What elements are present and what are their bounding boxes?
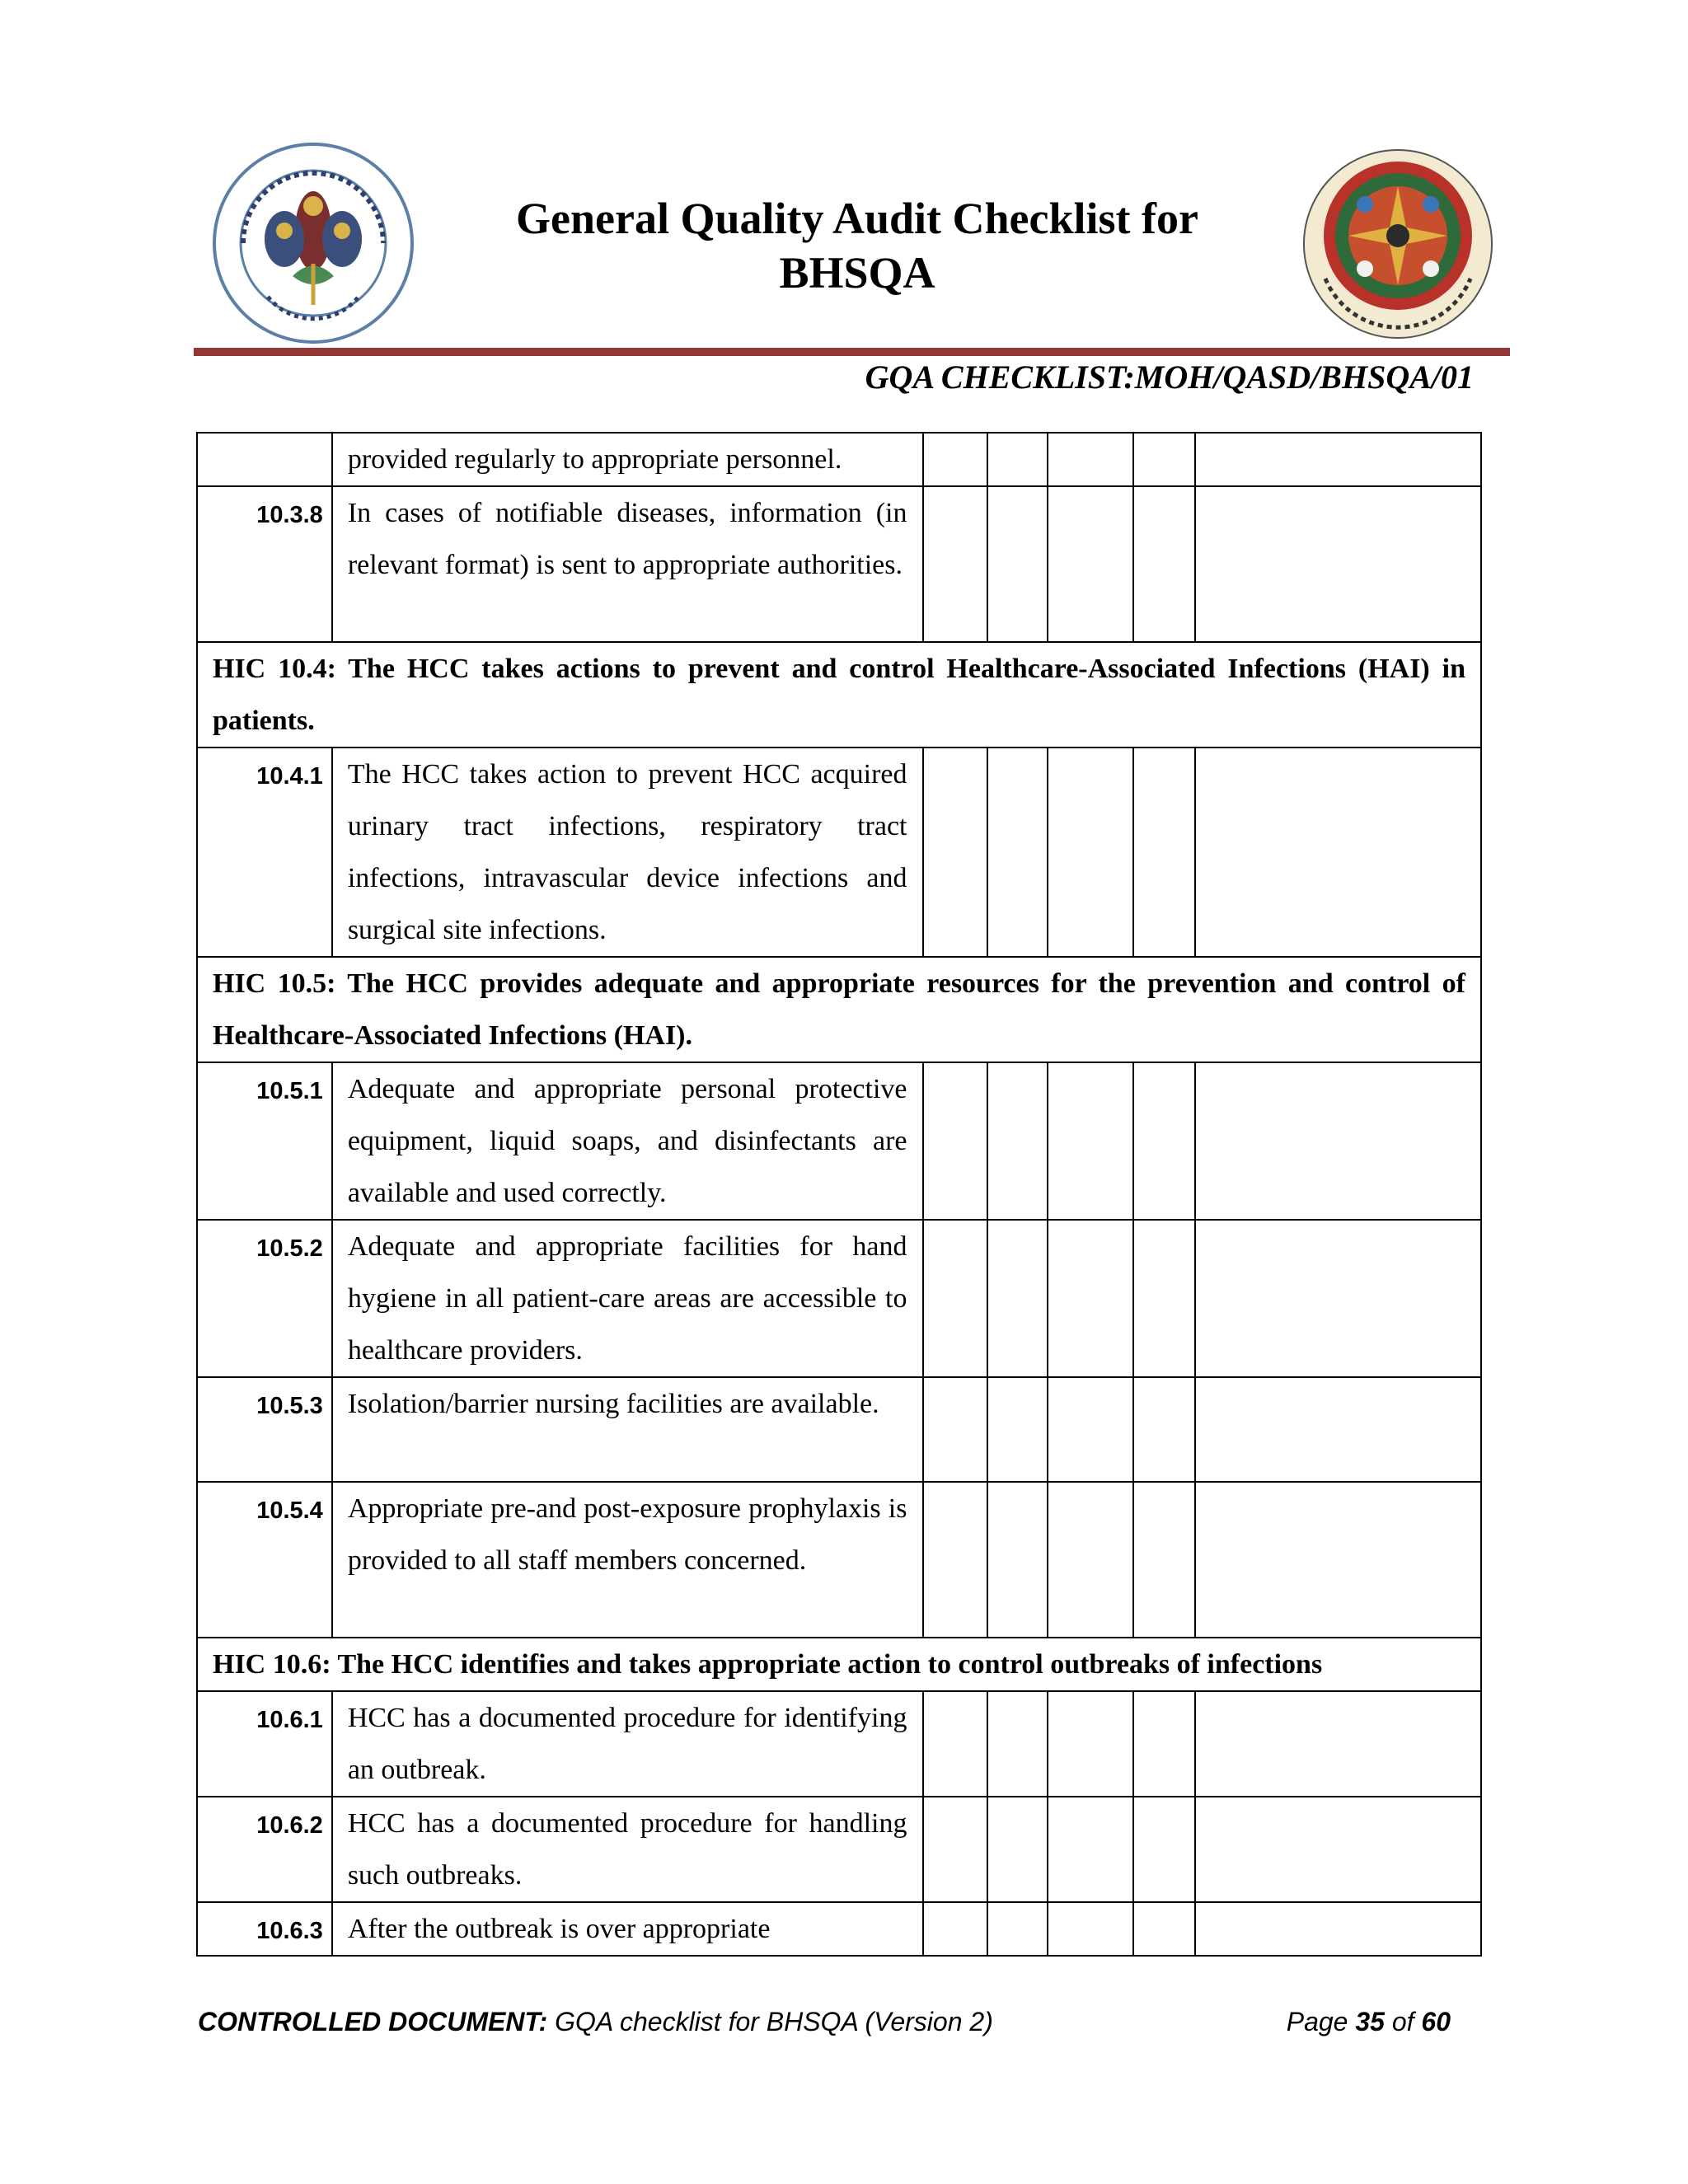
checklist-table — [196, 432, 1482, 1957]
footer-label: CONTROLLED DOCUMENT: — [198, 2007, 548, 2036]
footer-doc-name: GQA checklist for BHSQA (Version 2) — [547, 2007, 993, 2036]
section-header-text: HIC 10.4: The HCC takes actions to prevent and control Healthcare-Associated Infections (HAI) in patients. — [197, 642, 1481, 748]
section-header-row — [197, 957, 1481, 1062]
check-cell-2[interactable] — [987, 748, 1048, 957]
check-cell-4[interactable] — [1133, 1691, 1195, 1797]
check-cell-2[interactable] — [987, 1797, 1048, 1902]
check-cell-3[interactable] — [1048, 1482, 1133, 1638]
document-title — [429, 191, 1286, 300]
checklist-item-row — [197, 1482, 1481, 1638]
remarks-cell[interactable] — [1195, 1482, 1481, 1638]
item-number — [197, 433, 332, 486]
national-emblem-logo — [1301, 147, 1495, 341]
remarks-cell[interactable] — [1195, 433, 1481, 486]
check-cell-2[interactable] — [987, 1482, 1048, 1638]
check-cell-3[interactable] — [1048, 1062, 1133, 1220]
check-cell-2[interactable] — [987, 1220, 1048, 1377]
check-cell-1[interactable] — [923, 1220, 987, 1377]
check-cell-4[interactable] — [1133, 1482, 1195, 1638]
check-cell-2[interactable] — [987, 433, 1048, 486]
check-cell-1[interactable] — [923, 1062, 987, 1220]
check-cell-2[interactable] — [987, 486, 1048, 642]
item-number: 10.6.3 — [197, 1902, 332, 1956]
item-number: 10.5.2 — [197, 1220, 332, 1377]
checklist-item-row — [197, 486, 1481, 642]
check-cell-1[interactable] — [923, 433, 987, 486]
check-cell-4[interactable] — [1133, 1220, 1195, 1377]
item-text: In cases of notifiable diseases, information (in relevant format) is sent to appropriate authorities. — [332, 486, 923, 642]
check-cell-3[interactable] — [1048, 433, 1133, 486]
check-cell-4[interactable] — [1133, 1902, 1195, 1956]
footer-page-prefix: Page — [1286, 2007, 1356, 2036]
item-number: 10.5.3 — [197, 1377, 332, 1482]
item-text: HCC has a documented procedure for identifying an outbreak. — [332, 1691, 923, 1797]
item-number: 10.4.1 — [197, 748, 332, 957]
footer-page-current: 35 — [1355, 2007, 1385, 2036]
remarks-cell[interactable] — [1195, 748, 1481, 957]
check-cell-4[interactable] — [1133, 748, 1195, 957]
check-cell-4[interactable] — [1133, 486, 1195, 642]
check-cell-1[interactable] — [923, 1691, 987, 1797]
item-text: After the outbreak is over appropriate — [332, 1902, 923, 1956]
remarks-cell[interactable] — [1195, 1691, 1481, 1797]
check-cell-4[interactable] — [1133, 1797, 1195, 1902]
item-text: Isolation/barrier nursing facilities are available. — [332, 1377, 923, 1482]
remarks-cell[interactable] — [1195, 1220, 1481, 1377]
checklist-item-row — [197, 1220, 1481, 1377]
item-number: 10.5.4 — [197, 1482, 332, 1638]
check-cell-3[interactable] — [1048, 1220, 1133, 1377]
check-cell-1[interactable] — [923, 1482, 987, 1638]
footer-page-total: 60 — [1421, 2007, 1451, 2036]
checklist-item-row — [197, 1691, 1481, 1797]
checklist-item-row — [197, 1377, 1481, 1482]
item-number: 10.5.1 — [197, 1062, 332, 1220]
check-cell-4[interactable] — [1133, 1377, 1195, 1482]
section-header-text: HIC 10.6: The HCC identifies and takes appropriate action to control outbreaks of infections — [197, 1638, 1481, 1691]
check-cell-3[interactable] — [1048, 486, 1133, 642]
remarks-cell[interactable] — [1195, 1062, 1481, 1220]
item-text: HCC has a documented procedure for handling such outbreaks. — [332, 1797, 923, 1902]
item-text: Appropriate pre-and post-exposure prophylaxis is provided to all staff members concerned. — [332, 1482, 923, 1638]
item-text: The HCC takes action to prevent HCC acquired urinary tract infections, respiratory tract infections, intravascular device infections and surgical site infections. — [332, 748, 923, 957]
remarks-cell[interactable] — [1195, 1797, 1481, 1902]
check-cell-2[interactable] — [987, 1902, 1048, 1956]
remarks-cell[interactable] — [1195, 1377, 1481, 1482]
ministry-emblem-logo — [210, 140, 416, 346]
remarks-cell[interactable] — [1195, 486, 1481, 642]
check-cell-2[interactable] — [987, 1377, 1048, 1482]
footer-page-number — [1287, 2001, 1451, 2042]
checklist-item-row — [197, 433, 1481, 486]
check-cell-2[interactable] — [987, 1062, 1048, 1220]
check-cell-1[interactable] — [923, 1377, 987, 1482]
check-cell-3[interactable] — [1048, 1902, 1133, 1956]
check-cell-1[interactable] — [923, 1797, 987, 1902]
footer-page-of: of — [1384, 2007, 1422, 2036]
footer-controlled-document — [198, 2001, 993, 2042]
section-header-row — [197, 1638, 1481, 1691]
check-cell-3[interactable] — [1048, 748, 1133, 957]
checklist-item-row — [197, 1902, 1481, 1956]
item-text: provided regularly to appropriate personnel. — [332, 433, 923, 486]
document-title-line1: General Quality Audit Checklist for — [516, 194, 1198, 243]
item-text: Adequate and appropriate personal protective equipment, liquid soaps, and disinfectants are available and used correctly. — [332, 1062, 923, 1220]
check-cell-1[interactable] — [923, 1902, 987, 1956]
remarks-cell[interactable] — [1195, 1902, 1481, 1956]
item-number: 10.6.2 — [197, 1797, 332, 1902]
checklist-item-row — [197, 1797, 1481, 1902]
check-cell-3[interactable] — [1048, 1691, 1133, 1797]
check-cell-3[interactable] — [1048, 1377, 1133, 1482]
item-number: 10.6.1 — [197, 1691, 332, 1797]
checklist-item-row — [197, 1062, 1481, 1220]
check-cell-1[interactable] — [923, 486, 987, 642]
check-cell-3[interactable] — [1048, 1797, 1133, 1902]
document-code: GQA CHECKLIST:MOH/QASD/BHSQA/01 — [865, 359, 1474, 396]
check-cell-4[interactable] — [1133, 1062, 1195, 1220]
section-header-row — [197, 642, 1481, 748]
checklist-item-row — [197, 748, 1481, 957]
check-cell-1[interactable] — [923, 748, 987, 957]
item-text: Adequate and appropriate facilities for hand hygiene in all patient-care areas are accessible to healthcare providers. — [332, 1220, 923, 1377]
item-number: 10.3.8 — [197, 486, 332, 642]
check-cell-4[interactable] — [1133, 433, 1195, 486]
check-cell-2[interactable] — [987, 1691, 1048, 1797]
document-title-line2: BHSQA — [779, 248, 935, 298]
section-header-text: HIC 10.5: The HCC provides adequate and appropriate resources for the prevention and control of Healthcare-Associated Infections (HAI). — [197, 957, 1481, 1062]
